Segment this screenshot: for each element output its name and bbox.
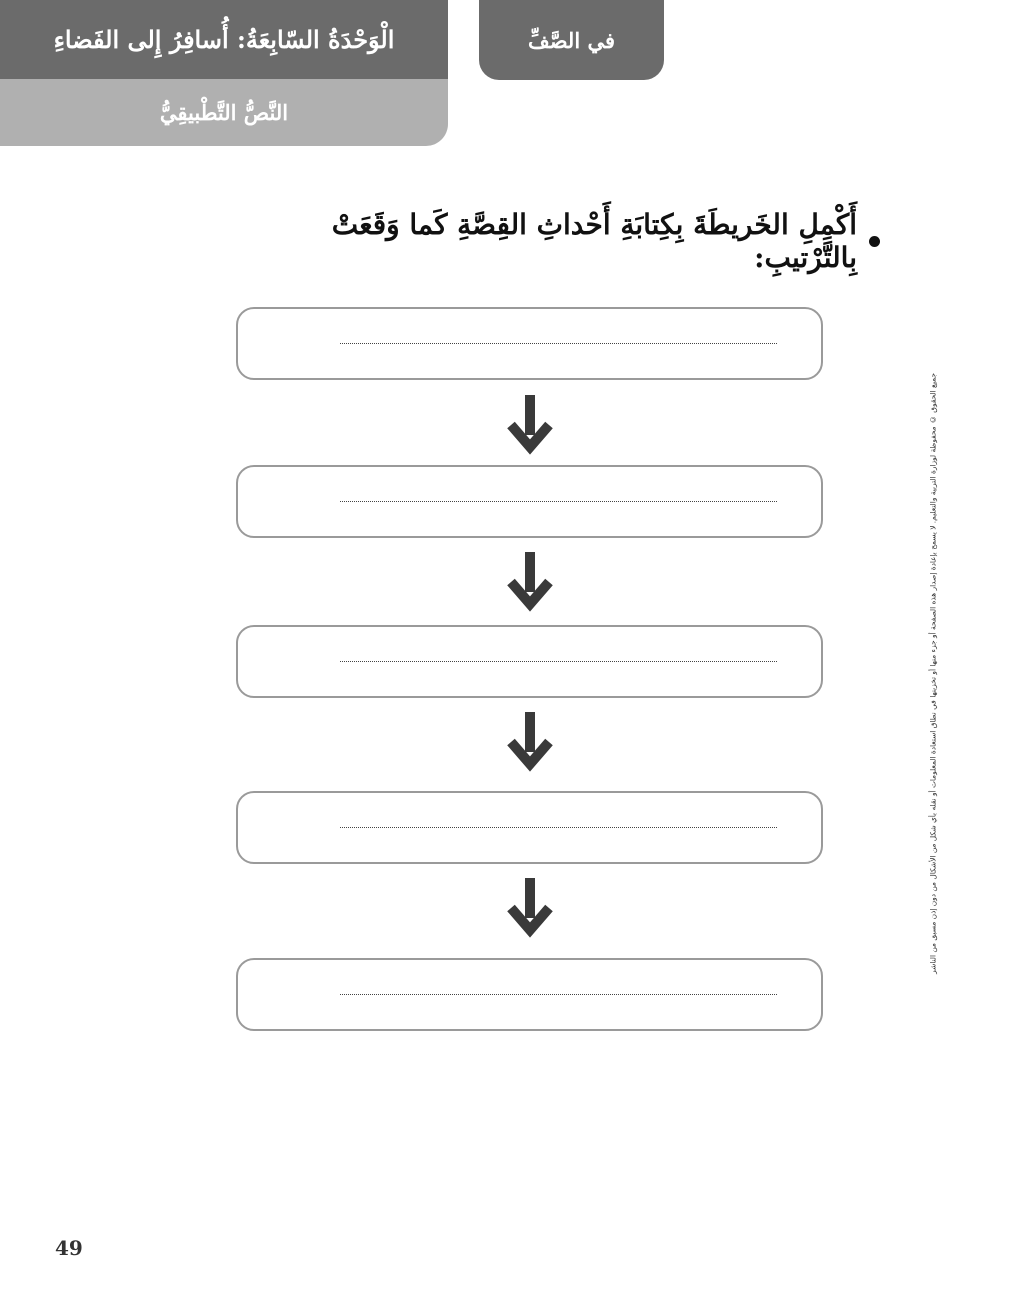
answer-line — [340, 827, 777, 828]
unit-header-tab — [0, 0, 448, 146]
class-section-tab: في الصَّفِّ — [479, 0, 664, 80]
event-box-3[interactable] — [236, 625, 823, 698]
unit-subtitle: النَّصُّ التَّطْبيقِيُّ — [0, 79, 448, 146]
bullet-icon — [869, 236, 880, 247]
answer-line — [340, 994, 777, 995]
page-number: 49 — [55, 1236, 83, 1260]
copyright-note: جميع الحقوق © محفوظة لوزارة التربية والتعليم. لا يسمح بإعادة إصدار هذه الصفحة أو جزء منها أو تخزينها في نطاق استعادة المعلومات أو نقله بأي شكل من الأشكال من دون إذن مسبق من الناشر — [928, 372, 938, 974]
arrow-down-icon — [506, 552, 554, 612]
event-box-2[interactable] — [236, 465, 823, 538]
answer-line — [340, 343, 777, 344]
event-box-5[interactable] — [236, 958, 823, 1031]
answer-line — [340, 661, 777, 662]
event-box-4[interactable] — [236, 791, 823, 864]
event-box-1[interactable] — [236, 307, 823, 380]
arrow-down-icon — [506, 712, 554, 772]
answer-line — [340, 501, 777, 502]
instruction — [260, 208, 880, 274]
arrow-down-icon — [506, 395, 554, 455]
unit-title: الْوَحْدَةُ السّابِعَةُ: أُسافِرُ إِلى الفَضاءِ — [0, 0, 448, 79]
instruction-text: أَكْمِلِ الخَريطَةَ بِكِتابَةِ أَحْداثِ القِصَّةِ كَما وَقَعَتْ بِالتَّرْتيبِ: — [331, 208, 857, 274]
arrow-down-icon — [506, 878, 554, 938]
